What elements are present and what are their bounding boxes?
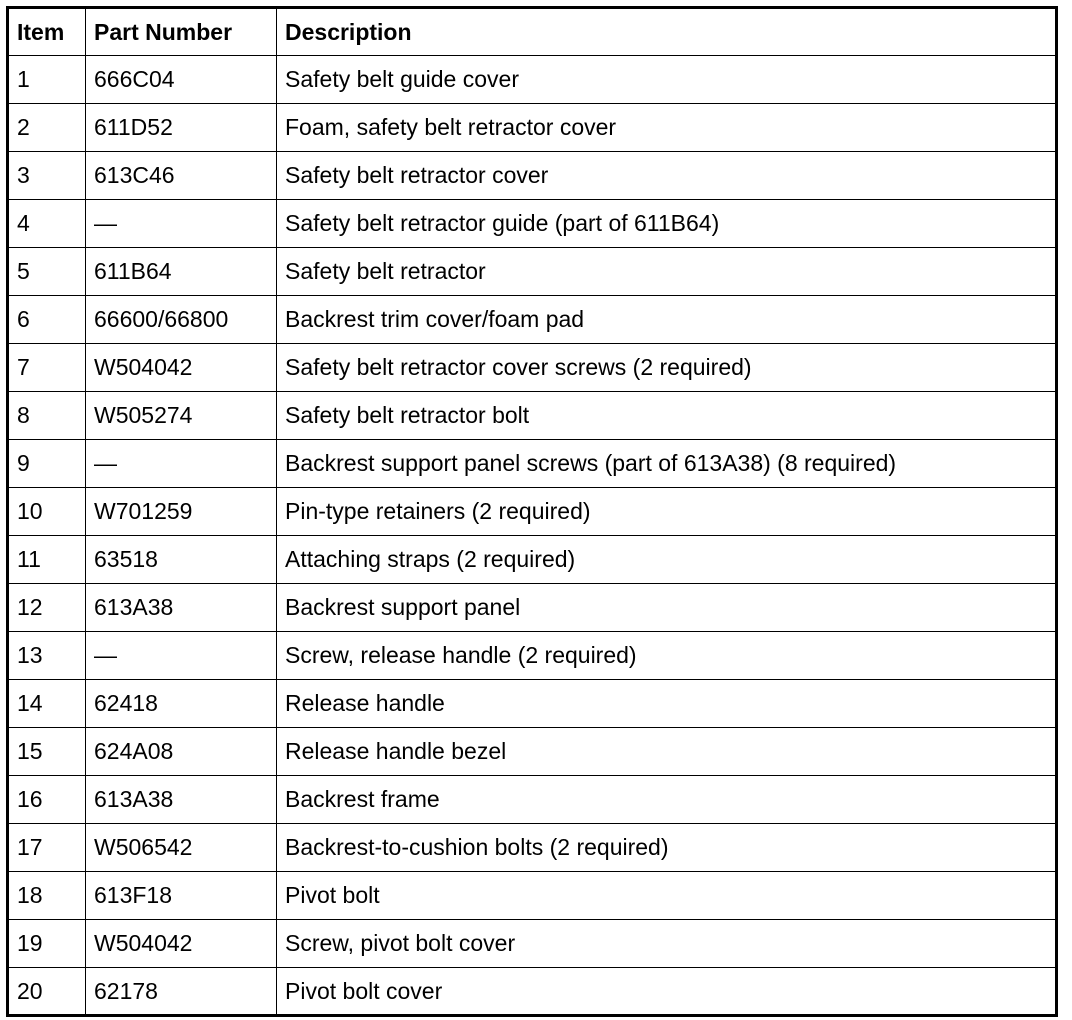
part-number-cell: W701259: [86, 488, 277, 536]
item-cell: 19: [8, 920, 86, 968]
table-row: [8, 440, 1057, 488]
header-item: Item: [8, 8, 86, 56]
description-cell: Backrest-to-cushion bolts (2 required): [277, 824, 1057, 872]
part-number-cell: 624A08: [86, 728, 277, 776]
description-cell: Safety belt retractor cover screws (2 required): [277, 344, 1057, 392]
table-header-row: [8, 8, 1057, 56]
part-number-cell: 613A38: [86, 584, 277, 632]
description-cell: Screw, pivot bolt cover: [277, 920, 1057, 968]
item-cell: 17: [8, 824, 86, 872]
item-cell: 3: [8, 152, 86, 200]
description-cell: Safety belt retractor: [277, 248, 1057, 296]
table-row: [8, 632, 1057, 680]
description-cell: Safety belt retractor bolt: [277, 392, 1057, 440]
description-cell: Release handle bezel: [277, 728, 1057, 776]
item-cell: 10: [8, 488, 86, 536]
description-cell: Backrest support panel screws (part of 613A38) (8 required): [277, 440, 1057, 488]
table-row: [8, 776, 1057, 824]
description-cell: Backrest support panel: [277, 584, 1057, 632]
item-cell: 15: [8, 728, 86, 776]
part-number-cell: 611B64: [86, 248, 277, 296]
item-cell: 6: [8, 296, 86, 344]
table-row: [8, 680, 1057, 728]
part-number-cell: 62178: [86, 968, 277, 1016]
description-cell: Safety belt guide cover: [277, 56, 1057, 104]
description-cell: Attaching straps (2 required): [277, 536, 1057, 584]
item-cell: 13: [8, 632, 86, 680]
parts-table-body: [8, 56, 1057, 1016]
part-number-cell: —: [86, 632, 277, 680]
item-cell: 16: [8, 776, 86, 824]
table-row: [8, 728, 1057, 776]
description-cell: Pivot bolt cover: [277, 968, 1057, 1016]
table-row: [8, 56, 1057, 104]
table-row: [8, 824, 1057, 872]
table-row: [8, 968, 1057, 1016]
table-row: [8, 200, 1057, 248]
part-number-cell: 613A38: [86, 776, 277, 824]
table-row: [8, 296, 1057, 344]
description-cell: Pivot bolt: [277, 872, 1057, 920]
item-cell: 5: [8, 248, 86, 296]
item-cell: 11: [8, 536, 86, 584]
item-cell: 2: [8, 104, 86, 152]
table-row: [8, 392, 1057, 440]
part-number-cell: 611D52: [86, 104, 277, 152]
description-cell: Safety belt retractor guide (part of 611B64): [277, 200, 1057, 248]
table-row: [8, 488, 1057, 536]
part-number-cell: 63518: [86, 536, 277, 584]
item-cell: 1: [8, 56, 86, 104]
description-cell: Foam, safety belt retractor cover: [277, 104, 1057, 152]
table-row: [8, 104, 1057, 152]
description-cell: Screw, release handle (2 required): [277, 632, 1057, 680]
part-number-cell: W506542: [86, 824, 277, 872]
header-description: Description: [277, 8, 1057, 56]
parts-table: [6, 6, 1058, 1017]
item-cell: 14: [8, 680, 86, 728]
part-number-cell: 613C46: [86, 152, 277, 200]
table-row: [8, 872, 1057, 920]
header-part-number: Part Number: [86, 8, 277, 56]
item-cell: 18: [8, 872, 86, 920]
part-number-cell: W504042: [86, 920, 277, 968]
part-number-cell: —: [86, 440, 277, 488]
part-number-cell: W505274: [86, 392, 277, 440]
description-cell: Backrest frame: [277, 776, 1057, 824]
item-cell: 12: [8, 584, 86, 632]
part-number-cell: —: [86, 200, 277, 248]
item-cell: 20: [8, 968, 86, 1016]
part-number-cell: 613F18: [86, 872, 277, 920]
part-number-cell: W504042: [86, 344, 277, 392]
table-row: [8, 248, 1057, 296]
part-number-cell: 62418: [86, 680, 277, 728]
description-cell: Backrest trim cover/foam pad: [277, 296, 1057, 344]
table-row: [8, 920, 1057, 968]
table-row: [8, 584, 1057, 632]
part-number-cell: 66600/66800: [86, 296, 277, 344]
table-row: [8, 536, 1057, 584]
description-cell: Pin-type retainers (2 required): [277, 488, 1057, 536]
item-cell: 7: [8, 344, 86, 392]
description-cell: Safety belt retractor cover: [277, 152, 1057, 200]
item-cell: 4: [8, 200, 86, 248]
item-cell: 9: [8, 440, 86, 488]
table-row: [8, 152, 1057, 200]
part-number-cell: 666C04: [86, 56, 277, 104]
description-cell: Release handle: [277, 680, 1057, 728]
item-cell: 8: [8, 392, 86, 440]
table-row: [8, 344, 1057, 392]
